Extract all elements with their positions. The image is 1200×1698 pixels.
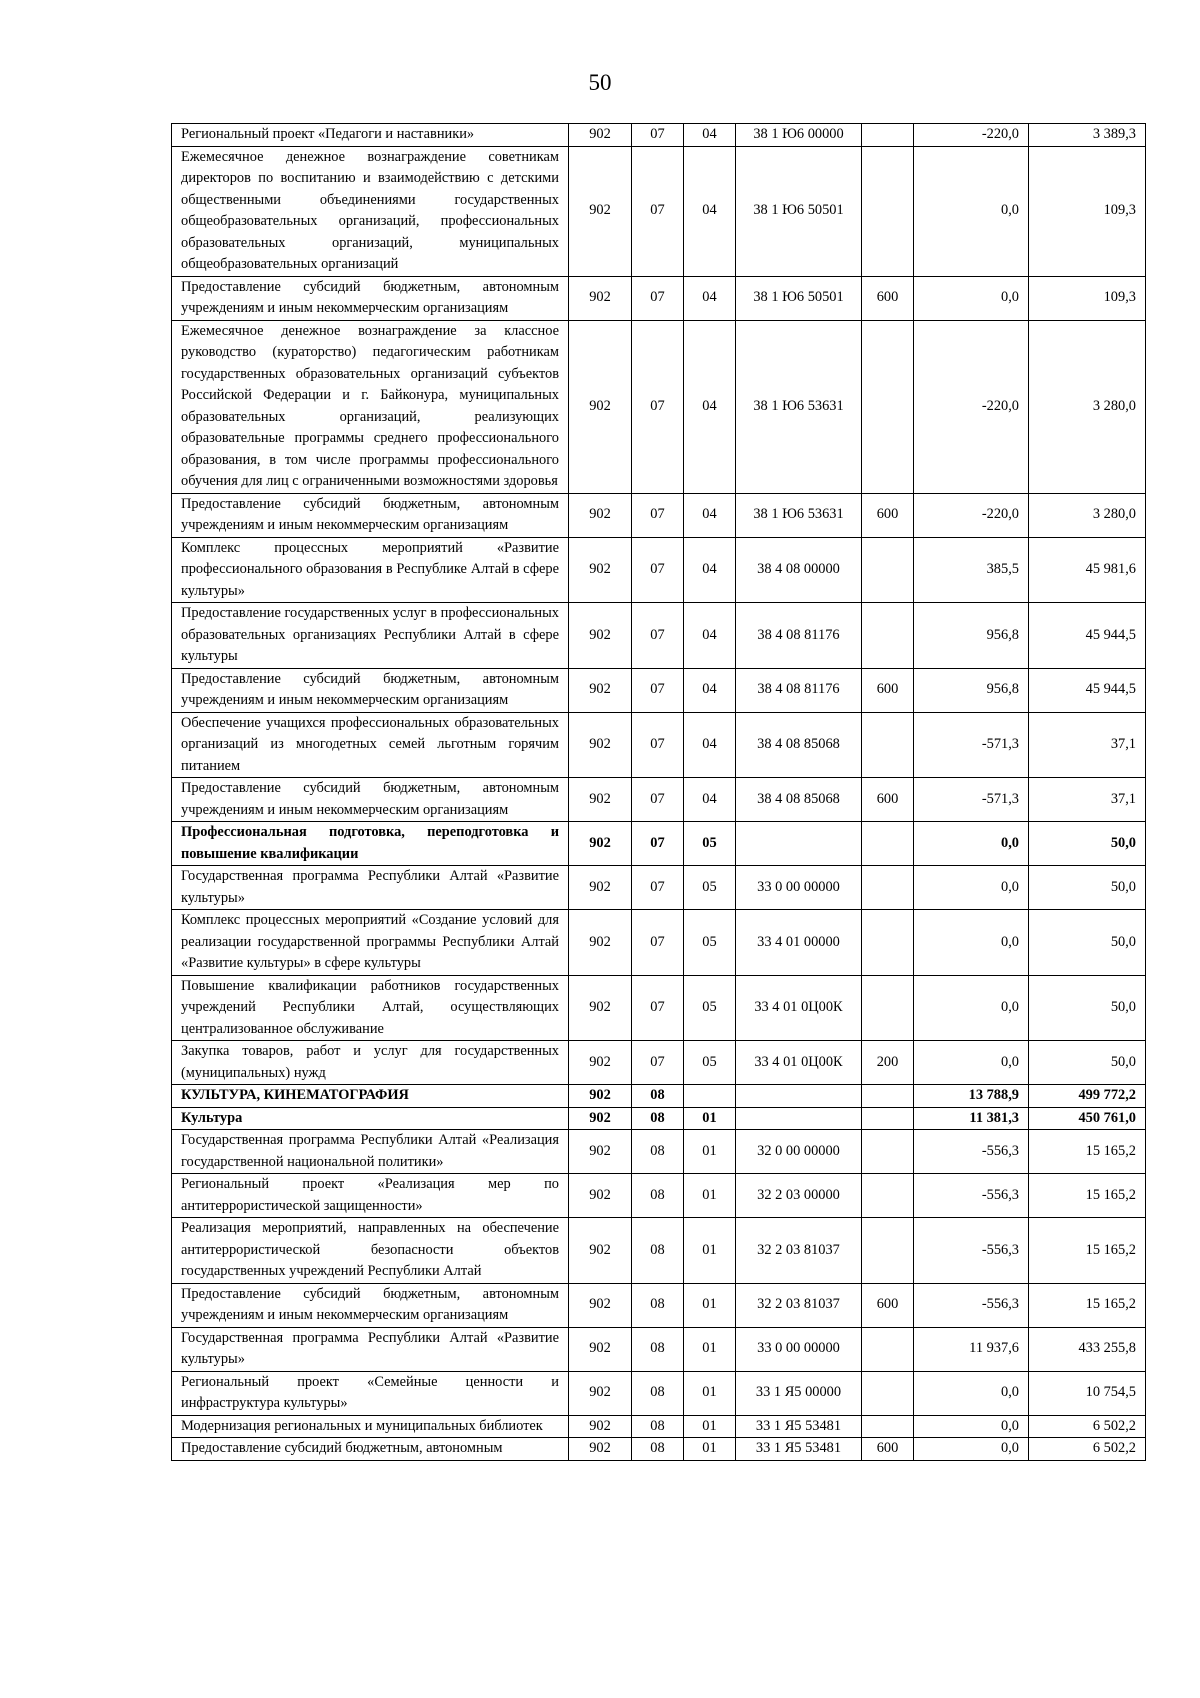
table-row	[172, 1174, 1146, 1218]
row-total-amount: 37,1	[1029, 778, 1146, 822]
row-name: Предоставление субсидий бюджетным, автономным учреждениям и иным некоммерческим организациям	[172, 778, 569, 822]
row-section-code: 07	[632, 146, 684, 276]
row-total-amount: 6 502,2	[1029, 1438, 1146, 1461]
row-name: Комплекс процессных мероприятий «Создание условий для реализации государственной программы Республики Алтай «Развитие культуры» в сфере культуры	[172, 910, 569, 976]
row-subsection-code: 05	[684, 910, 736, 976]
row-ved-code: 902	[569, 1130, 632, 1174]
row-total-amount: 50,0	[1029, 822, 1146, 866]
row-section-code: 07	[632, 975, 684, 1041]
row-name: Региональный проект «Реализация мер по антитеррористической защищенности»	[172, 1174, 569, 1218]
row-change-amount: -571,3	[914, 712, 1029, 778]
row-name: Культура	[172, 1107, 569, 1130]
row-name: Предоставление субсидий бюджетным, автономным учреждениям и иным некоммерческим организациям	[172, 493, 569, 537]
row-total-amount: 45 981,6	[1029, 537, 1146, 603]
row-expense-type	[862, 712, 914, 778]
table-row	[172, 910, 1146, 976]
row-total-amount: 50,0	[1029, 910, 1146, 976]
row-expense-type	[862, 1371, 914, 1415]
row-section-code: 08	[632, 1174, 684, 1218]
row-ved-code: 902	[569, 603, 632, 669]
row-ved-code: 902	[569, 910, 632, 976]
row-change-amount: 11 381,3	[914, 1107, 1029, 1130]
row-subsection-code: 05	[684, 866, 736, 910]
row-ved-code: 902	[569, 124, 632, 147]
row-total-amount: 3 280,0	[1029, 320, 1146, 493]
table-row	[172, 537, 1146, 603]
row-expense-type: 600	[862, 1438, 914, 1461]
table-row	[172, 668, 1146, 712]
row-name: Государственная программа Республики Алтай «Развитие культуры»	[172, 1327, 569, 1371]
table-row	[172, 1415, 1146, 1438]
row-ved-code: 902	[569, 822, 632, 866]
row-ved-code: 902	[569, 320, 632, 493]
row-total-amount: 50,0	[1029, 1041, 1146, 1085]
row-name: Государственная программа Республики Алтай «Развитие культуры»	[172, 866, 569, 910]
row-name: Модернизация региональных и муниципальных библиотек	[172, 1415, 569, 1438]
row-subsection-code: 01	[684, 1107, 736, 1130]
row-ved-code: 902	[569, 1041, 632, 1085]
row-section-code: 07	[632, 668, 684, 712]
table-row	[172, 1085, 1146, 1108]
table-row	[172, 712, 1146, 778]
row-total-amount: 499 772,2	[1029, 1085, 1146, 1108]
row-expense-type: 600	[862, 668, 914, 712]
row-change-amount: 0,0	[914, 146, 1029, 276]
row-name: Предоставление субсидий бюджетным, автономным учреждениям и иным некоммерческим организациям	[172, 276, 569, 320]
row-ved-code: 902	[569, 866, 632, 910]
row-target-article: 38 4 08 00000	[736, 537, 862, 603]
row-subsection-code: 05	[684, 1041, 736, 1085]
row-subsection-code: 04	[684, 712, 736, 778]
row-change-amount: 956,8	[914, 603, 1029, 669]
row-name: Профессиональная подготовка, переподготовка и повышение квалификации	[172, 822, 569, 866]
row-ved-code: 902	[569, 146, 632, 276]
row-target-article: 33 1 Я5 00000	[736, 1371, 862, 1415]
row-subsection-code: 05	[684, 822, 736, 866]
row-change-amount: 0,0	[914, 866, 1029, 910]
row-expense-type	[862, 1415, 914, 1438]
row-subsection-code: 01	[684, 1438, 736, 1461]
table-row	[172, 975, 1146, 1041]
row-change-amount: 956,8	[914, 668, 1029, 712]
row-section-code: 07	[632, 822, 684, 866]
row-change-amount: 0,0	[914, 1041, 1029, 1085]
table-row	[172, 1041, 1146, 1085]
budget-table	[171, 123, 1146, 1461]
row-change-amount: 0,0	[914, 1438, 1029, 1461]
row-target-article: 38 4 08 85068	[736, 778, 862, 822]
row-expense-type	[862, 1218, 914, 1284]
row-change-amount: 0,0	[914, 1415, 1029, 1438]
row-expense-type	[862, 1130, 914, 1174]
row-section-code: 08	[632, 1371, 684, 1415]
row-target-article: 38 4 08 85068	[736, 712, 862, 778]
table-row	[172, 320, 1146, 493]
row-section-code: 07	[632, 712, 684, 778]
row-subsection-code: 01	[684, 1327, 736, 1371]
row-section-code: 08	[632, 1415, 684, 1438]
row-target-article: 33 4 01 00000	[736, 910, 862, 976]
row-name: КУЛЬТУРА, КИНЕМАТОГРАФИЯ	[172, 1085, 569, 1108]
row-total-amount: 433 255,8	[1029, 1327, 1146, 1371]
row-section-code: 07	[632, 910, 684, 976]
row-section-code: 07	[632, 276, 684, 320]
row-target-article: 38 1 Ю6 53631	[736, 493, 862, 537]
row-name: Комплекс процессных мероприятий «Развитие профессионального образования в Республике Алтай в сфере культуры»	[172, 537, 569, 603]
row-total-amount: 109,3	[1029, 276, 1146, 320]
table-row	[172, 1283, 1146, 1327]
row-change-amount: 11 937,6	[914, 1327, 1029, 1371]
row-name: Ежемесячное денежное вознаграждение за классное руководство (кураторство) педагогическим работникам государственных образовательных организаций субъектов Российской Федерации и г. Байконура, муниципальных образовательных организаций, реализующих образовательные программы среднего профессионального образования, в том числе программы профессионального обучения для лиц с ограниченными возможностями здоровья	[172, 320, 569, 493]
row-section-code: 08	[632, 1218, 684, 1284]
row-subsection-code: 04	[684, 276, 736, 320]
row-ved-code: 902	[569, 975, 632, 1041]
row-subsection-code: 04	[684, 778, 736, 822]
row-change-amount: -556,3	[914, 1218, 1029, 1284]
table-row	[172, 1371, 1146, 1415]
row-total-amount: 6 502,2	[1029, 1415, 1146, 1438]
table-row	[172, 822, 1146, 866]
row-total-amount: 45 944,5	[1029, 668, 1146, 712]
row-subsection-code: 01	[684, 1218, 736, 1284]
table-row	[172, 603, 1146, 669]
row-section-code: 07	[632, 320, 684, 493]
row-change-amount: 13 788,9	[914, 1085, 1029, 1108]
row-target-article: 33 1 Я5 53481	[736, 1438, 862, 1461]
row-section-code: 07	[632, 493, 684, 537]
row-section-code: 08	[632, 1327, 684, 1371]
row-change-amount: 0,0	[914, 1371, 1029, 1415]
row-target-article: 33 4 01 0Ц00К	[736, 975, 862, 1041]
row-expense-type	[862, 910, 914, 976]
row-subsection-code	[684, 1085, 736, 1108]
row-name: Предоставление субсидий бюджетным, автономным	[172, 1438, 569, 1461]
row-section-code: 07	[632, 124, 684, 147]
row-expense-type: 600	[862, 276, 914, 320]
row-target-article: 38 4 08 81176	[736, 668, 862, 712]
row-change-amount: -220,0	[914, 493, 1029, 537]
table-row	[172, 493, 1146, 537]
row-expense-type	[862, 1085, 914, 1108]
row-ved-code: 902	[569, 276, 632, 320]
row-ved-code: 902	[569, 1218, 632, 1284]
table-row	[172, 866, 1146, 910]
row-total-amount: 3 280,0	[1029, 493, 1146, 537]
row-ved-code: 902	[569, 1415, 632, 1438]
page-number: 50	[588, 70, 612, 95]
table-row	[172, 1327, 1146, 1371]
table-row	[172, 1218, 1146, 1284]
row-section-code: 07	[632, 603, 684, 669]
row-ved-code: 902	[569, 1085, 632, 1108]
row-section-code: 07	[632, 778, 684, 822]
row-target-article: 38 1 Ю6 00000	[736, 124, 862, 147]
row-change-amount: -556,3	[914, 1283, 1029, 1327]
row-total-amount: 15 165,2	[1029, 1218, 1146, 1284]
row-ved-code: 902	[569, 1371, 632, 1415]
row-total-amount: 50,0	[1029, 866, 1146, 910]
row-name: Предоставление государственных услуг в профессиональных образовательных организациях Республики Алтай в сфере культуры	[172, 603, 569, 669]
row-expense-type	[862, 124, 914, 147]
row-expense-type	[862, 537, 914, 603]
row-subsection-code: 04	[684, 124, 736, 147]
row-total-amount: 15 165,2	[1029, 1283, 1146, 1327]
row-subsection-code: 01	[684, 1174, 736, 1218]
table-row	[172, 276, 1146, 320]
row-ved-code: 902	[569, 778, 632, 822]
row-total-amount: 3 389,3	[1029, 124, 1146, 147]
row-total-amount: 450 761,0	[1029, 1107, 1146, 1130]
row-ved-code: 902	[569, 1283, 632, 1327]
row-target-article	[736, 822, 862, 866]
row-ved-code: 902	[569, 668, 632, 712]
row-change-amount: 385,5	[914, 537, 1029, 603]
row-name: Закупка товаров, работ и услуг для государственных (муниципальных) нужд	[172, 1041, 569, 1085]
row-total-amount: 109,3	[1029, 146, 1146, 276]
table-row	[172, 1107, 1146, 1130]
row-name: Предоставление субсидий бюджетным, автономным учреждениям и иным некоммерческим организациям	[172, 1283, 569, 1327]
row-subsection-code: 05	[684, 975, 736, 1041]
row-change-amount: 0,0	[914, 975, 1029, 1041]
row-name: Ежемесячное денежное вознаграждение советникам директоров по воспитанию и взаимодействию с детскими общественными объединениями государственных общеобразовательных организаций, профессиональных образовательных организаций, муниципальных общеобразовательных организаций	[172, 146, 569, 276]
row-target-article: 33 0 00 00000	[736, 866, 862, 910]
table-row	[172, 146, 1146, 276]
row-name: Повышение квалификации работников государственных учреждений Республики Алтай, осуществляющих централизованное обслуживание	[172, 975, 569, 1041]
row-total-amount: 15 165,2	[1029, 1174, 1146, 1218]
table-row	[172, 1438, 1146, 1461]
row-target-article	[736, 1085, 862, 1108]
row-subsection-code: 04	[684, 603, 736, 669]
row-target-article: 33 4 01 0Ц00К	[736, 1041, 862, 1085]
row-change-amount: -220,0	[914, 124, 1029, 147]
row-change-amount: 0,0	[914, 822, 1029, 866]
row-change-amount: -220,0	[914, 320, 1029, 493]
table-row	[172, 1130, 1146, 1174]
row-expense-type	[862, 1107, 914, 1130]
row-name: Государственная программа Республики Алтай «Реализация государственной национальной политики»	[172, 1130, 569, 1174]
row-expense-type	[862, 866, 914, 910]
row-subsection-code: 01	[684, 1371, 736, 1415]
row-target-article: 38 1 Ю6 50501	[736, 276, 862, 320]
row-section-code: 08	[632, 1107, 684, 1130]
row-section-code: 07	[632, 537, 684, 603]
row-subsection-code: 04	[684, 320, 736, 493]
row-name: Реализация мероприятий, направленных на обеспечение антитеррористической безопасности объектов государственных учреждений Республики Алтай	[172, 1218, 569, 1284]
row-total-amount: 15 165,2	[1029, 1130, 1146, 1174]
row-ved-code: 902	[569, 1107, 632, 1130]
row-name: Обеспечение учащихся профессиональных образовательных организаций из многодетных семей льготным горячим питанием	[172, 712, 569, 778]
row-subsection-code: 01	[684, 1415, 736, 1438]
row-target-article: 38 1 Ю6 53631	[736, 320, 862, 493]
row-expense-type	[862, 146, 914, 276]
row-section-code: 08	[632, 1085, 684, 1108]
row-expense-type: 200	[862, 1041, 914, 1085]
row-subsection-code: 04	[684, 493, 736, 537]
row-section-code: 07	[632, 1041, 684, 1085]
row-expense-type: 600	[862, 1283, 914, 1327]
table-row	[172, 778, 1146, 822]
row-change-amount: -556,3	[914, 1130, 1029, 1174]
row-ved-code: 902	[569, 1438, 632, 1461]
row-total-amount: 10 754,5	[1029, 1371, 1146, 1415]
row-target-article: 32 2 03 81037	[736, 1283, 862, 1327]
row-expense-type	[862, 603, 914, 669]
row-ved-code: 902	[569, 1174, 632, 1218]
row-name: Предоставление субсидий бюджетным, автономным учреждениям и иным некоммерческим организациям	[172, 668, 569, 712]
row-name: Региональный проект «Семейные ценности и инфраструктура культуры»	[172, 1371, 569, 1415]
row-target-article	[736, 1107, 862, 1130]
row-target-article: 38 4 08 81176	[736, 603, 862, 669]
row-change-amount: 0,0	[914, 910, 1029, 976]
row-expense-type: 600	[862, 778, 914, 822]
row-name: Региональный проект «Педагоги и наставники»	[172, 124, 569, 147]
row-target-article: 32 2 03 81037	[736, 1218, 862, 1284]
row-target-article: 32 0 00 00000	[736, 1130, 862, 1174]
row-expense-type	[862, 975, 914, 1041]
row-section-code: 08	[632, 1130, 684, 1174]
table-row	[172, 124, 1146, 147]
row-change-amount: -571,3	[914, 778, 1029, 822]
row-subsection-code: 04	[684, 537, 736, 603]
row-target-article: 33 1 Я5 53481	[736, 1415, 862, 1438]
row-section-code: 08	[632, 1283, 684, 1327]
row-expense-type	[862, 320, 914, 493]
row-subsection-code: 01	[684, 1130, 736, 1174]
row-expense-type	[862, 822, 914, 866]
row-target-article: 38 1 Ю6 50501	[736, 146, 862, 276]
row-ved-code: 902	[569, 493, 632, 537]
row-ved-code: 902	[569, 712, 632, 778]
row-subsection-code: 04	[684, 146, 736, 276]
row-total-amount: 45 944,5	[1029, 603, 1146, 669]
row-expense-type	[862, 1174, 914, 1218]
row-subsection-code: 01	[684, 1283, 736, 1327]
row-expense-type: 600	[862, 493, 914, 537]
row-total-amount: 50,0	[1029, 975, 1146, 1041]
row-total-amount: 37,1	[1029, 712, 1146, 778]
row-section-code: 07	[632, 866, 684, 910]
row-target-article: 33 0 00 00000	[736, 1327, 862, 1371]
row-change-amount: 0,0	[914, 276, 1029, 320]
row-section-code: 08	[632, 1438, 684, 1461]
row-ved-code: 902	[569, 1327, 632, 1371]
row-change-amount: -556,3	[914, 1174, 1029, 1218]
row-expense-type	[862, 1327, 914, 1371]
row-ved-code: 902	[569, 537, 632, 603]
row-subsection-code: 04	[684, 668, 736, 712]
row-target-article: 32 2 03 00000	[736, 1174, 862, 1218]
